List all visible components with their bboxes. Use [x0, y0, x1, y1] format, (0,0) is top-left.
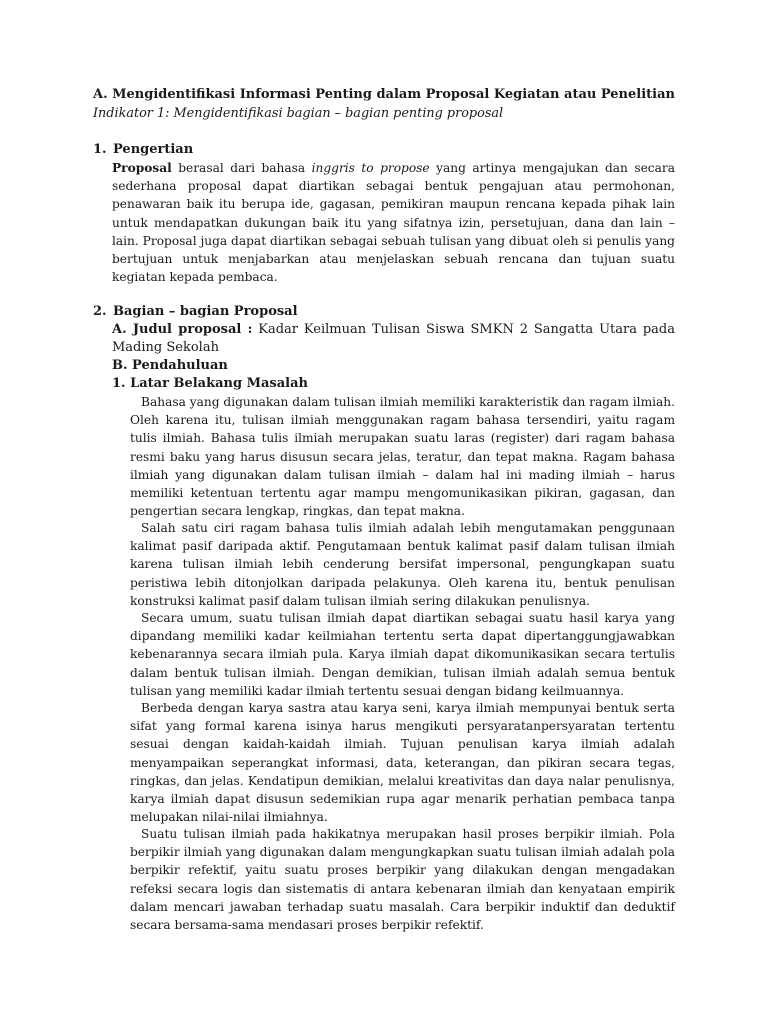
- judul-proposal: [112, 321, 675, 357]
- latar-belakang-heading: 1. Latar Belakang Masalah: [112, 376, 308, 391]
- etymology-term: inggris to propose: [311, 161, 430, 175]
- section-1-text-b: yang artinya mengajukan dan secara sederhana proposal dapat diartikan sebagai bentuk pengajuan atau permohonan, penawaran baik itu berupa ide, gagasan, pemikiran maupun rencana kepada pihak lain untuk mendapatkan dukungan baik itu yang sifatnya izin, persetujuan, dana dan lain – lain. Proposal juga dapat diartikan sebagai sebuah tulisan yang dibuat oleh si penulis yang bertujuan untuk menjabarkan atau menjelaskan sebuah rencana dan tujuan suatu kegiatan kepada pembaca.: [112, 161, 675, 285]
- section-2-number: 2.: [93, 304, 107, 319]
- section-1-title-text: Pengertian: [113, 142, 194, 157]
- section-2-title-text: Bagian – bagian Proposal: [113, 304, 298, 319]
- paragraph-5: Suatu tulisan ilmiah pada hakikatnya merupakan hasil proses berpikir ilmiah. Pola berpikir ilmiah yang digunakan dalam mengungkapkan suatu tulisan ilmiah adalah pola berpikir refektif, yaitu suatu proses berpikir yang dilakukan dengan mengadakan refeksi secara logis dan sistematis di antara kebenaran ilmiah dan kenyataan empirik dalam mencari jawaban terhadap suatu masalah. Cara berpikir induktif dan deduktif secara bersama-sama mendasari proses berpikir refektif.: [130, 827, 675, 933]
- indicator-subtitle: Indikator 1: Mengidentifikasi bagian – bagian penting proposal: [93, 106, 504, 121]
- judul-text: Kadar Keilmuan Tulisan Siswa SMKN 2 Sangatta Utara pada Mading Sekolah: [112, 322, 675, 355]
- section-heading: A. Mengidentifikasi Informasi Penting dalam Proposal Kegiatan atau Penelitian: [93, 87, 675, 102]
- section-1-title: [93, 141, 693, 159]
- section-2-title: [93, 303, 693, 321]
- paragraph-3: Secara umum, suatu tulisan ilmiah dapat diartikan sebagai suatu hasil karya yang dipandang memiliki kadar keilmiahan tertentu serta dapat dipertanggungjawabkan kebenarannya secara ilmiah pula. Karya ilmiah dapat dikomunikasikan secara tertulis dalam bentuk tulisan ilmiah. Dengan demikian, tulisan ilmiah adalah semua bentuk tulisan yang memiliki kadar ilmiah tertentu sesuai dengan bidang keilmuannya.: [130, 611, 675, 698]
- section-1-body: [112, 159, 675, 286]
- section-1-number: 1.: [93, 142, 107, 157]
- paragraph-1: Bahasa yang digunakan dalam tulisan ilmiah memiliki karakteristik dan ragam ilmiah. Oleh karena itu, tulisan ilmiah menggunakan ragam bahasa tersendiri, yaitu ragam tulis ilmiah. Bahasa tulis ilmiah merupakan suatu laras (register) dari ragam bahasa resmi baku yang harus disusun secara jelas, teratur, dan tepat makna. Ragam bahasa ilmiah yang digunakan dalam tulisan ilmiah – dalam hal ini mading ilmiah – harus memiliki ketentuan tertentu agar mampu mengomunikasikan pikiran, gagasan, dan pengertian secara lengkap, ringkas, dan tepat makna.: [130, 395, 676, 519]
- proposal-term: Proposal: [112, 161, 172, 175]
- judul-label: A. Judul proposal :: [112, 322, 253, 337]
- paragraph-2: Salah satu ciri ragam bahasa tulis ilmiah adalah lebih mengutamakan penggunaan kalimat pasif daripada aktif. Pengutamaan bentuk kalimat pasif dalam tulisan ilmiah karena tulisan ilmiah lebih cenderung bersifat impersonal, pengungkapan suatu peristiwa lebih ditonjolkan daripada pelakunya. Oleh karena itu, bentuk penulisan konstruksi kalimat pasif dalam tulisan ilmiah sering dilakukan penulisnya.: [130, 521, 675, 608]
- paragraph-4: Berbeda dengan karya sastra atau karya seni, karya ilmiah mempunyai bentuk serta sifat yang formal karena isinya harus mengikuti persyaratanpersyaratan tertentu sesuai dengan kaidah-kaidah ilmiah. Tujuan penulisan karya ilmiah adalah menyampaikan seperangkat informasi, data, keterangan, dan pikiran secara tegas, ringkas, dan jelas. Kendatipun demikian, melalui kreativitas dan daya nalar penulisnya, karya ilmiah dapat disusun sedemikian rupa agar menarik perhatian pembaca tanpa melupakan nilai-nilai ilmiahnya.: [130, 701, 675, 825]
- pendahuluan-heading: B. Pendahuluan: [112, 358, 228, 373]
- section-1-text-a: berasal dari bahasa: [171, 161, 312, 175]
